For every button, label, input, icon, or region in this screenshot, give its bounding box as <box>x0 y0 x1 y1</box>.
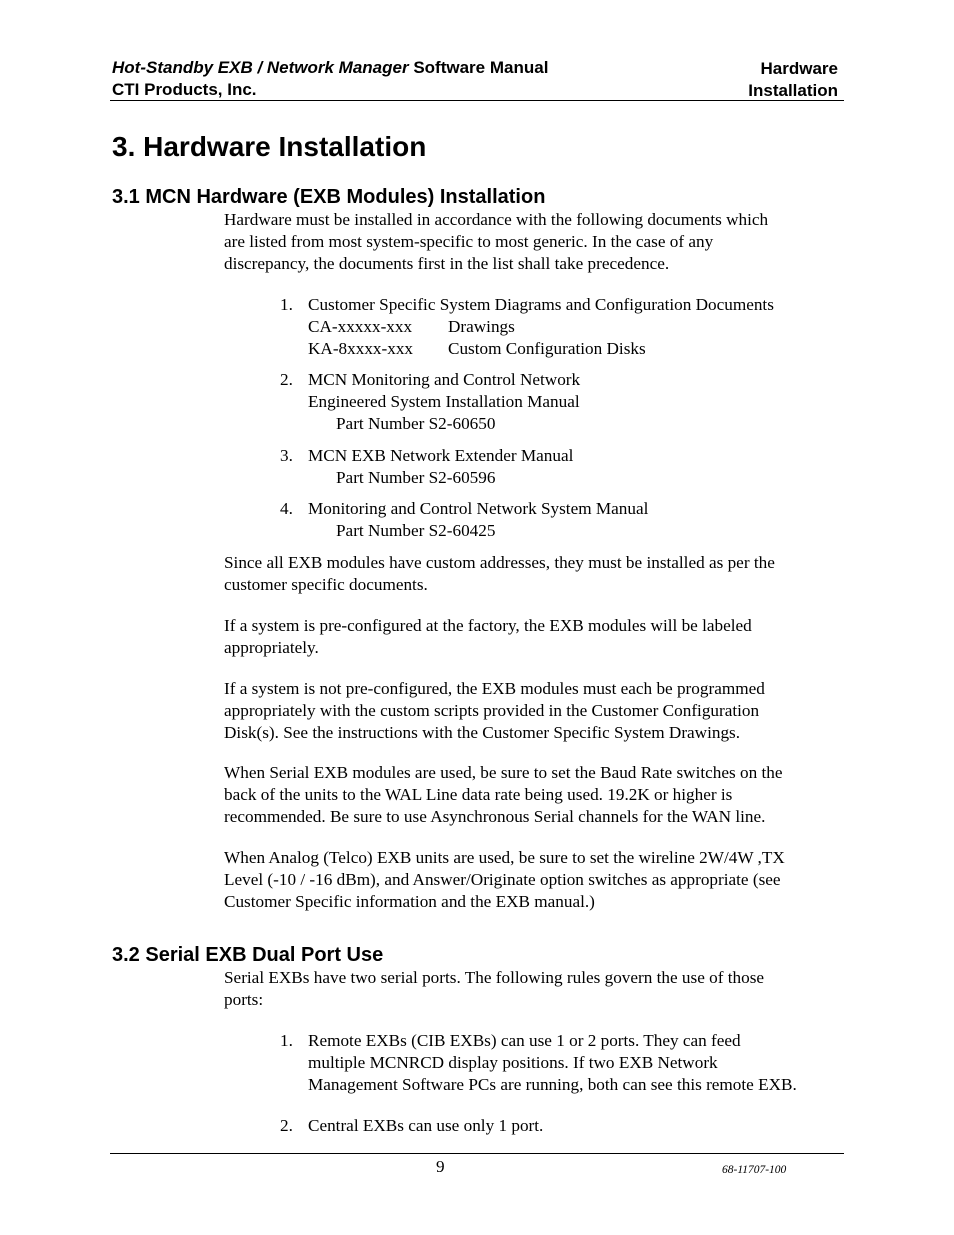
list-item <box>308 445 848 489</box>
list-item <box>308 369 848 435</box>
list-item-number: 2. <box>280 1116 293 1135</box>
paragraph: Since all EXB modules have custom addresses, they must be installed as per the customer specific documents. <box>224 553 775 594</box>
section-3-2-title: 3.2 Serial EXB Dual Port Use <box>112 944 384 966</box>
paragraph: When Analog (Telco) EXB units are used, be sure to set the wireline 2W/4W ,TX Level (-10 / -16 dBm), and Answer/Originate option switches as appropriate (see Customer Specific information and the EXB manual.) <box>224 848 785 911</box>
footer-rule <box>110 1153 844 1154</box>
part-number: Part Number S2-60425 <box>336 521 496 540</box>
header-product-name: Hot-Standby EXB / Network Manager <box>112 58 409 77</box>
list-item-text: Central EXBs can use only 1 port. <box>308 1116 544 1135</box>
paragraph: If a system is not pre-configured, the EXB modules must each be programmed appropriately with the custom scripts provided in the Customer Configuration Disk(s). See the instructions with the Customer Specific System Drawings. <box>224 679 765 742</box>
list-item-number: 1. <box>280 1031 293 1050</box>
list-item-text: multiple MCNRCD display positions. If two EXB Network <box>308 1053 718 1072</box>
list-item-text: Monitoring and Control Network System Manual <box>308 499 649 518</box>
document-row <box>308 316 848 338</box>
list-item-text: MCN Monitoring and Control Network <box>308 370 581 389</box>
document-code: CA-xxxxx-xxx <box>308 317 413 336</box>
section-3-1-intro: Hardware must be installed in accordance with the following documents which are listed from most system-specific to most generic. In the case of any discrepancy, the documents first in the list shall take precedence. <box>224 210 769 273</box>
document-code: KA-8xxxx-xxx <box>308 339 414 358</box>
section-3-1-title: 3.1 MCN Hardware (EXB Modules) Installation <box>112 186 546 208</box>
list-item-text: Remote EXBs (CIB EXBs) can use 1 or 2 ports. They can feed <box>308 1031 741 1050</box>
list-item-number: 1. <box>280 295 293 314</box>
list-item-text: Engineered System Installation Manual <box>308 392 580 411</box>
paragraph: If a system is pre-configured at the factory, the EXB modules will be labeled appropriately. <box>224 616 752 657</box>
document-row <box>308 338 848 360</box>
list-item-text: MCN EXB Network Extender Manual <box>308 446 574 465</box>
list-item <box>308 1115 848 1137</box>
header-manual-label: Software Manual <box>408 58 549 77</box>
list-item-number: 2. <box>280 370 293 389</box>
list-item <box>308 1030 848 1096</box>
list-item <box>308 294 848 360</box>
chapter-title: 3. Hardware Installation <box>112 131 427 162</box>
section-3-2-intro: Serial EXBs have two serial ports. The following rules govern the use of those ports: <box>224 968 765 1009</box>
document-number: 68-11707-100 <box>722 1164 787 1176</box>
page-number: 9 <box>436 1157 445 1176</box>
list-item-text: Management Software PCs are running, both can see this remote EXB. <box>308 1075 797 1094</box>
part-number: Part Number S2-60596 <box>336 468 496 487</box>
list-item-number: 4. <box>280 499 293 518</box>
header-section-line1: Hardware <box>760 59 838 78</box>
header-title <box>112 57 548 79</box>
header-company: CTI Products, Inc. <box>112 80 257 99</box>
list-item-number: 3. <box>280 446 293 465</box>
header-rule <box>110 100 844 101</box>
part-number: Part Number S2-60650 <box>336 414 496 433</box>
list-item <box>308 498 848 542</box>
list-item-text: Customer Specific System Diagrams and Configuration Documents <box>308 295 774 314</box>
document-description: Drawings <box>448 317 515 336</box>
paragraph: When Serial EXB modules are used, be sure to set the Baud Rate switches on the back of the units to the WAL Line data rate being used. 19.2K or higher is recommended. Be sure to use Asynchronous Serial channels for the WAN line. <box>224 763 783 826</box>
header-section-line2: Installation <box>748 81 838 100</box>
document-description: Custom Configuration Disks <box>448 339 646 358</box>
